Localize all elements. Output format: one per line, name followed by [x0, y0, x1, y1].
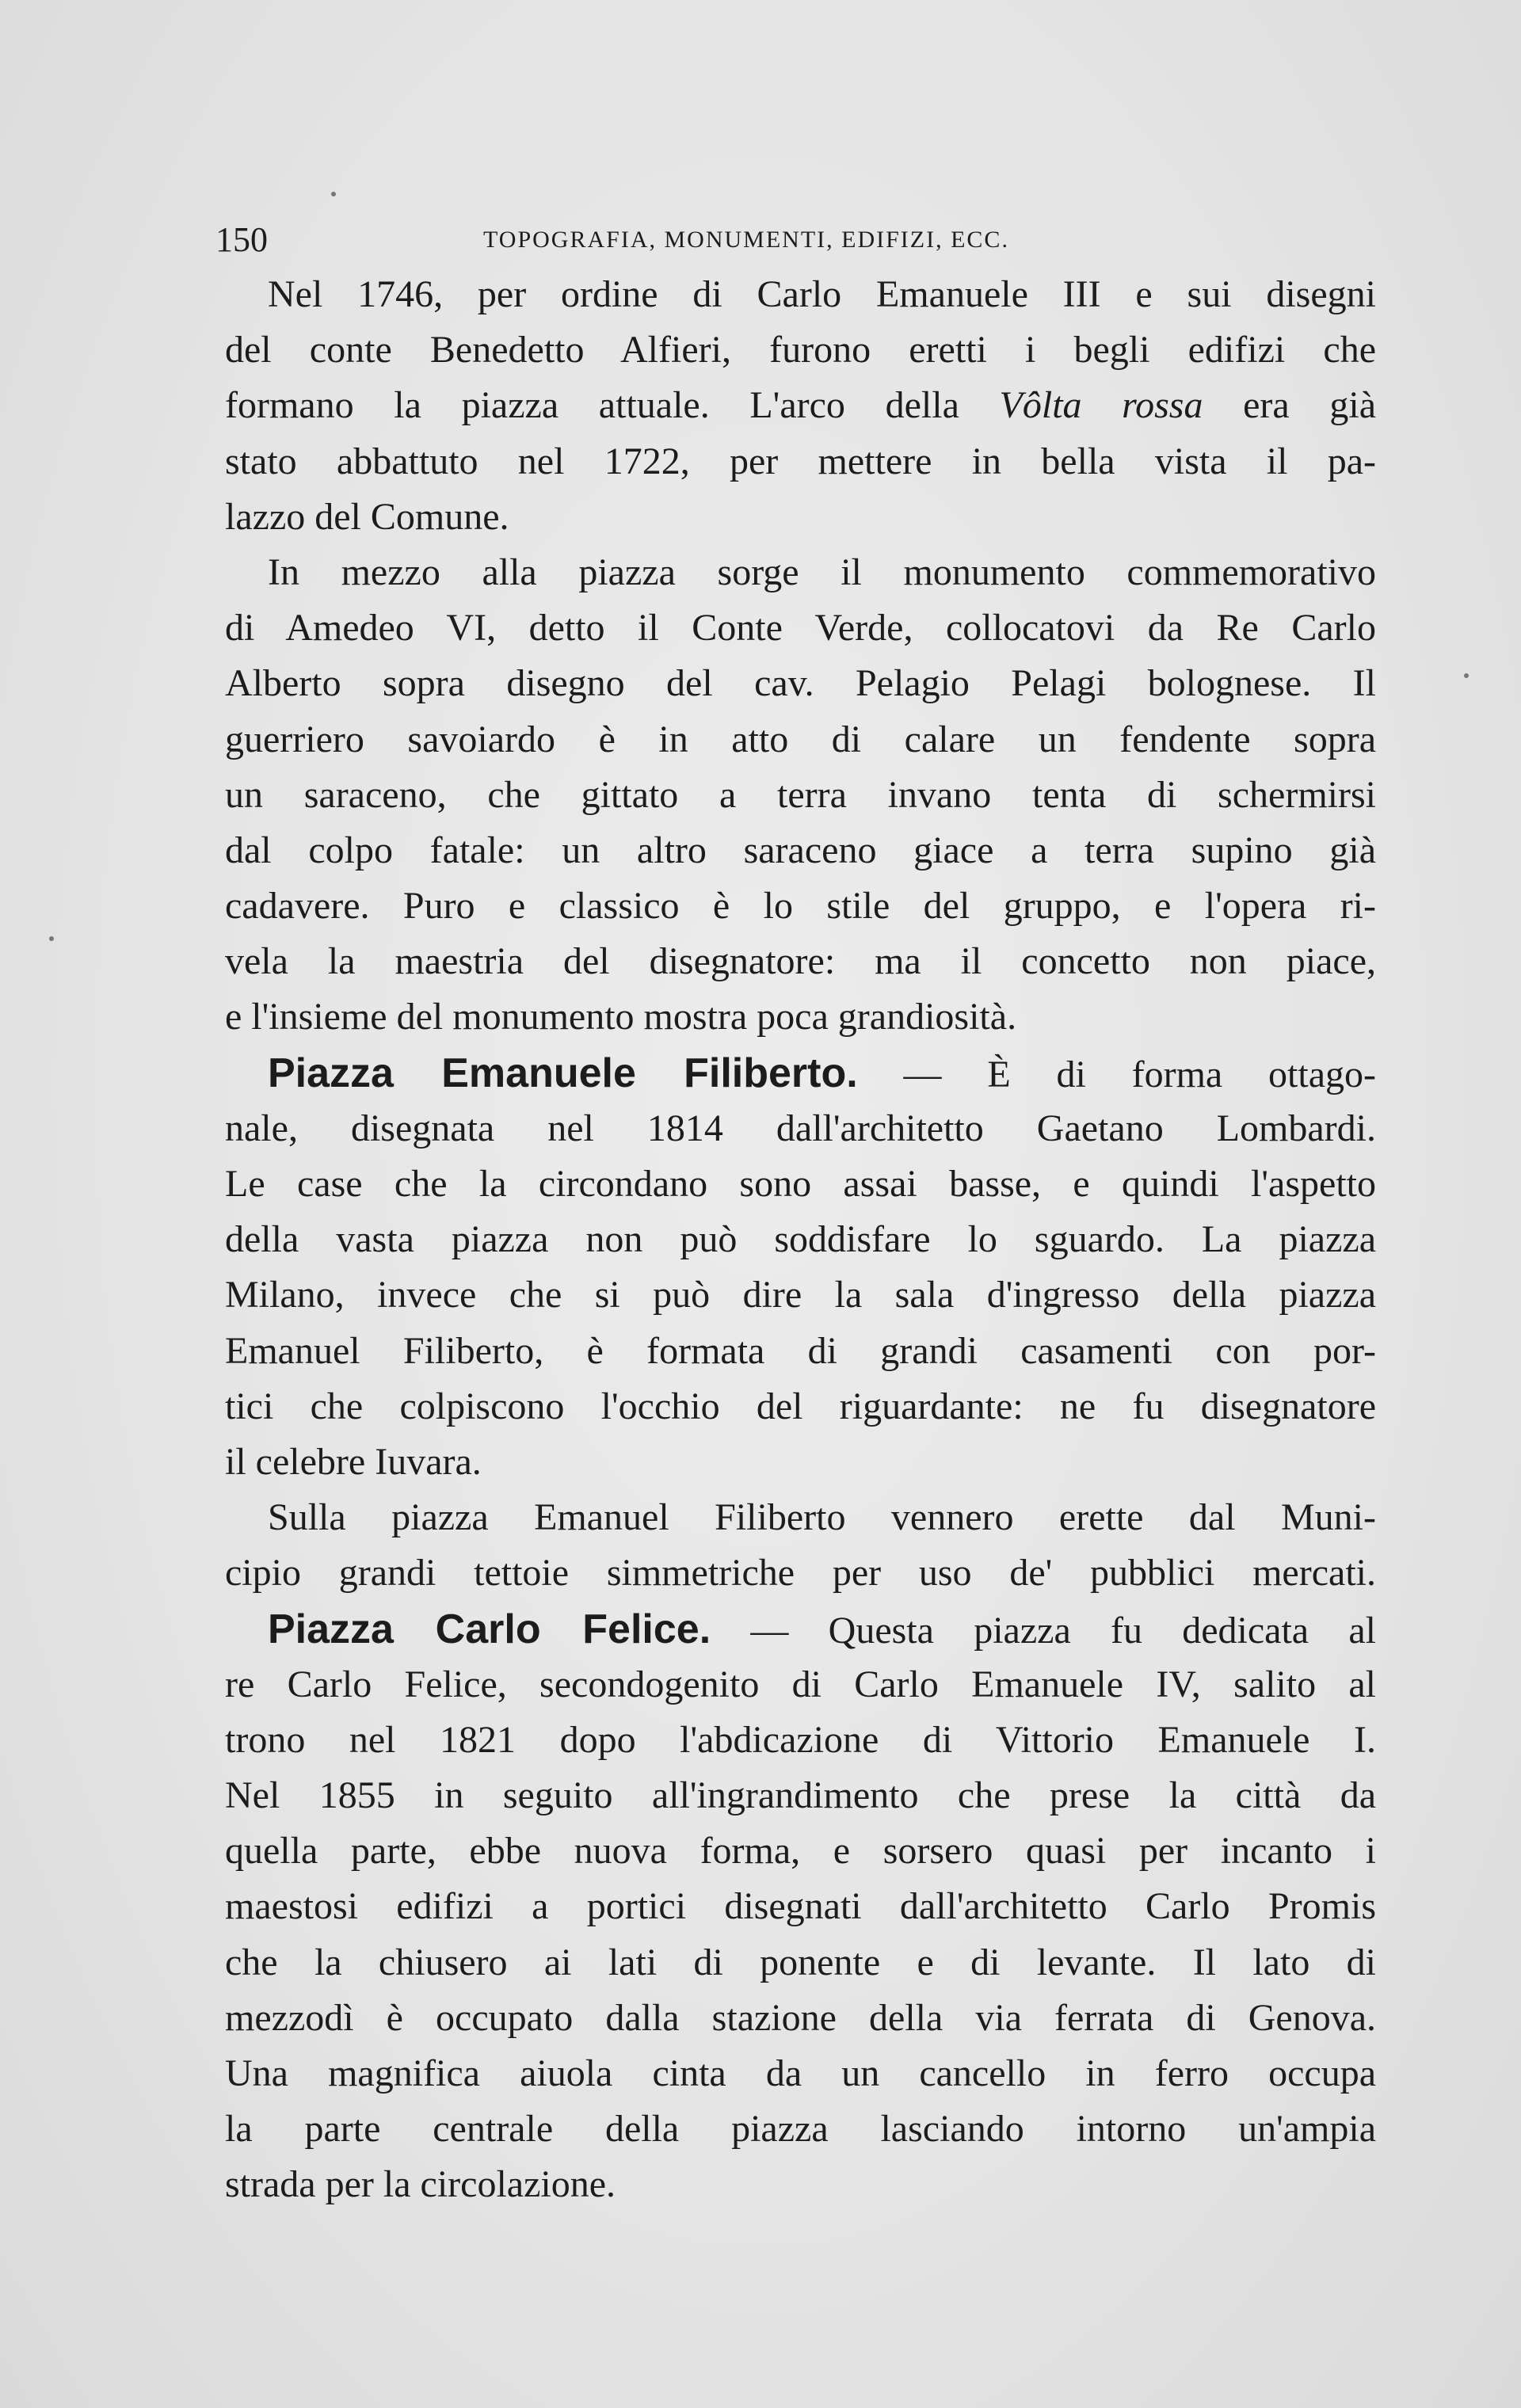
text-line: quella parte, ebbe nuova forma, e sorsero quasi per incanto i: [225, 1830, 1376, 1873]
running-title: TOPOGRAFIA, MONUMENTI, EDIFIZI, ECC.: [483, 227, 1009, 253]
text-line-end: — Questa piazza fu dedicata al: [711, 1609, 1376, 1652]
text-line: la parte centrale della piazza lasciando intorno un'ampia: [225, 2108, 1376, 2151]
text-line: [225, 1602, 1376, 1657]
paper-speck: [49, 936, 54, 941]
text-line: e l'insieme del monumento mostra poca grandiosità.: [225, 996, 1017, 1038]
text-line: mezzodì è occupato dalla stazione della via ferrata di Genova.: [225, 1996, 1376, 2039]
paper-speck: [331, 192, 336, 196]
text-line: di Amedeo VI, detto il Conte Verde, collocatovi da Re Carlo: [225, 607, 1376, 650]
text-line: [225, 1046, 1376, 1101]
text-line-start: formano la piazza attuale. L'arco della: [225, 384, 1000, 427]
italic-phrase: Vôlta rossa: [999, 384, 1203, 427]
section-heading: Piazza Emanuele Filiberto.: [268, 1050, 858, 1096]
text-line: Sulla piazza Emanuel Filiberto vennero erette dal Muni-: [268, 1496, 1376, 1539]
text-line: lazzo del Comune.: [225, 495, 509, 538]
text-line: il celebre Iuvara.: [225, 1440, 482, 1483]
text-line: strada per la circolazione.: [225, 2163, 616, 2206]
text-line: Emanuel Filiberto, è formata di grandi casamenti con por-: [225, 1329, 1376, 1372]
text-line: Alberto sopra disegno del cav. Pelagio Pelagi bolognese. Il: [225, 662, 1376, 705]
text-line-end: — È di forma ottago-: [857, 1053, 1376, 1095]
text-line: Milano, invece che si può dire la sala d'ingresso della piazza: [225, 1274, 1376, 1316]
text-line: del conte Benedetto Alfieri, furono eretti i begli edifizi che: [225, 329, 1376, 371]
text-line: della vasta piazza non può soddisfare lo sguardo. La piazza: [225, 1218, 1376, 1261]
text-line: re Carlo Felice, secondogenito di Carlo Emanuele IV, salito al: [225, 1663, 1376, 1705]
text-line: tici che colpiscono l'occhio del riguardante: ne fu disegnatore: [225, 1385, 1376, 1427]
page-number: 150: [215, 220, 268, 259]
text-line: dal colpo fatale: un altro saraceno giace a terra supino già: [225, 829, 1376, 871]
section-heading: Piazza Carlo Felice.: [268, 1606, 711, 1652]
text-line: Una magnifica aiuola cinta da un cancello in ferro occupa: [225, 2052, 1376, 2094]
text-line: Nel 1855 in seguito all'ingrandimento che prese la città da: [225, 1774, 1376, 1817]
text-line: guerriero savoiardo è in atto di calare un fendente sopra: [225, 718, 1376, 760]
text-line: che la chiusero ai lati di ponente e di levante. Il lato di: [225, 1941, 1376, 1983]
text-line: un saraceno, che gittato a terra invano tenta di schermirsi: [225, 773, 1376, 816]
running-head: [215, 212, 1388, 268]
text-line: Le case che la circondano sono assai basse, e quindi l'aspetto: [225, 1163, 1376, 1205]
text-line: [225, 378, 1376, 433]
text-line: stato abbattuto nel 1722, per mettere in bella vista il pa-: [225, 440, 1376, 482]
text-line: Nel 1746, per ordine di Carlo Emanuele III e sui disegni: [268, 273, 1376, 315]
text-line: cipio grandi tettoie simmetriche per uso de' pubblici mercati.: [225, 1552, 1376, 1595]
text-line: vela la maestria del disegnatore: ma il concetto non piace,: [225, 940, 1376, 983]
text-line: maestosi edifizi a portici disegnati dall'architetto Carlo Promis: [225, 1885, 1376, 1928]
body-text: [225, 267, 1376, 2213]
paper-speck: [1464, 673, 1469, 678]
text-line-end: era già: [1203, 384, 1376, 427]
text-line: trono nel 1821 dopo l'abdicazione di Vittorio Emanuele I.: [225, 1718, 1376, 1761]
text-line: cadavere. Puro e classico è lo stile del gruppo, e l'opera ri-: [225, 885, 1376, 928]
text-line: nale, disegnata nel 1814 dall'architetto Gaetano Lombardi.: [225, 1107, 1376, 1149]
text-line: In mezzo alla piazza sorge il monumento commemorativo: [268, 551, 1376, 593]
